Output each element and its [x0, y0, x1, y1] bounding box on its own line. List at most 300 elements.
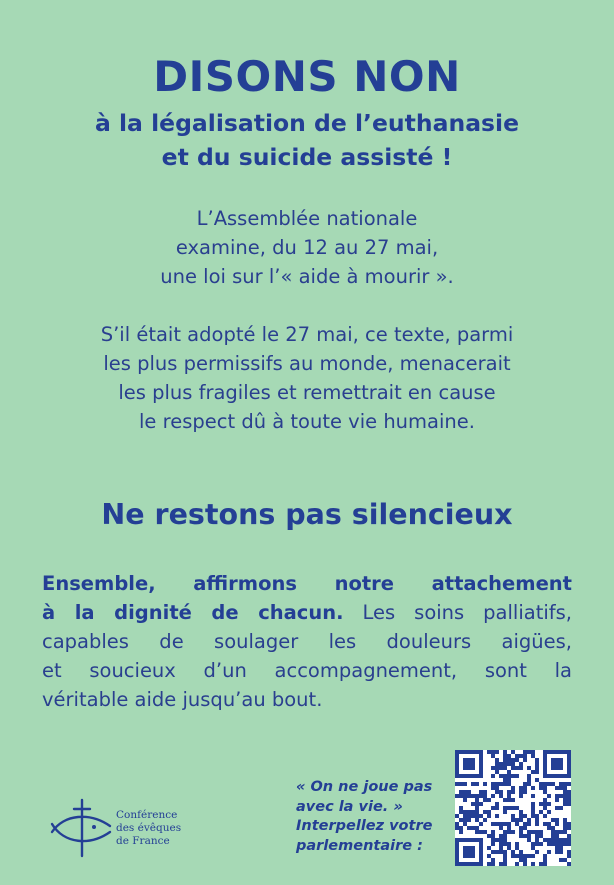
qr-module [567, 774, 571, 778]
qr-module [515, 774, 519, 778]
qr-module [507, 794, 511, 798]
qr-module [551, 758, 555, 762]
qr-module [459, 774, 463, 778]
qr-module [511, 750, 515, 754]
qr-module [507, 790, 511, 794]
qr-module [559, 774, 563, 778]
qr-module [519, 762, 523, 766]
qr-module [555, 846, 559, 850]
qr-module [535, 762, 539, 766]
qr-module [563, 786, 567, 790]
qr-module [479, 774, 483, 778]
text-line: le respect dû à toute vie humaine. [139, 410, 475, 433]
paragraph-warning [30, 320, 584, 436]
bold-text: à la dignité de chacun. [42, 601, 344, 624]
qr-module [567, 770, 571, 774]
qr-module [559, 750, 563, 754]
qr-module [559, 766, 563, 770]
qr-module [555, 798, 559, 802]
qr-module [459, 790, 463, 794]
qr-module [531, 754, 535, 758]
qr-module [547, 842, 551, 846]
qr-module [555, 842, 559, 846]
qr-module [511, 850, 515, 854]
qr-module [555, 750, 559, 754]
qr-module [479, 802, 483, 806]
qr-module [531, 814, 535, 818]
qr-module [523, 782, 527, 786]
qr-module [499, 762, 503, 766]
qr-module [531, 750, 535, 754]
text: Les soins palliatifs, [343, 601, 572, 624]
qr-module [471, 850, 475, 854]
qr-module [459, 782, 463, 786]
qr-module [511, 798, 515, 802]
qr-module [479, 754, 483, 758]
qr-module [471, 774, 475, 778]
paragraph-assembly [0, 204, 614, 291]
qr-module [459, 806, 463, 810]
qr-module [487, 854, 491, 858]
text-line: véritable aide jusqu’au bout. [42, 688, 323, 711]
qr-module [563, 826, 567, 830]
text-line: L’Assemblée nationale [196, 207, 418, 230]
qr-module [519, 766, 523, 770]
qr-module [463, 854, 467, 858]
qr-module [471, 762, 475, 766]
qr-module [475, 806, 479, 810]
qr-module [503, 762, 507, 766]
qr-module [511, 854, 515, 858]
qr-module [563, 858, 567, 862]
qr-module [539, 830, 543, 834]
qr-module [519, 814, 523, 818]
qr-module [543, 754, 547, 758]
qr-module [551, 750, 555, 754]
qr-module [483, 810, 487, 814]
qr-module [463, 766, 467, 770]
qr-module [543, 814, 547, 818]
qr-module [531, 794, 535, 798]
qr-module [523, 750, 527, 754]
qr-module [515, 758, 519, 762]
qr-module [491, 834, 495, 838]
qr-module [499, 782, 503, 786]
qr-module [463, 818, 467, 822]
qr-module [511, 806, 515, 810]
poster-subtitle [0, 106, 614, 174]
qr-module [559, 786, 563, 790]
qr-module [471, 826, 475, 830]
qr-module [515, 842, 519, 846]
qr-module [479, 850, 483, 854]
qr-module [539, 842, 543, 846]
qr-module [455, 854, 459, 858]
qr-module [463, 762, 467, 766]
qr-module [495, 770, 499, 774]
qr-module [467, 790, 471, 794]
qr-module [495, 766, 499, 770]
text-line: et soucieux d’un accompagnement, sont la [42, 659, 572, 682]
qr-module [455, 758, 459, 762]
qr-module [519, 834, 523, 838]
qr-module [455, 766, 459, 770]
qr-module [551, 818, 555, 822]
qr-module [459, 862, 463, 866]
qr-module [547, 774, 551, 778]
qr-module [455, 822, 459, 826]
qr-module [503, 758, 507, 762]
qr-module [487, 750, 491, 754]
qr-module [535, 814, 539, 818]
qr-module [471, 782, 475, 786]
qr-module [527, 838, 531, 842]
qr-module [531, 806, 535, 810]
qr-module [563, 750, 567, 754]
qr-module [491, 782, 495, 786]
qr-module [547, 750, 551, 754]
qr-module [479, 862, 483, 866]
qr-module [543, 822, 547, 826]
qr-module [519, 786, 523, 790]
qr-module [463, 782, 467, 786]
qr-module [455, 762, 459, 766]
qr-module [555, 830, 559, 834]
qr-module [527, 766, 531, 770]
qr-module [455, 794, 459, 798]
qr-module [559, 850, 563, 854]
qr-module [491, 754, 495, 758]
qr-module [519, 790, 523, 794]
qr-module [467, 794, 471, 798]
qr-module [511, 814, 515, 818]
qr-module [459, 794, 463, 798]
qr-module [475, 826, 479, 830]
qr-module [499, 790, 503, 794]
bold-text-line: Ensemble, affirmons notre attachement [42, 572, 572, 595]
qr-module [479, 822, 483, 826]
qr-module [495, 750, 499, 754]
qr-module [543, 774, 547, 778]
qr-module [467, 854, 471, 858]
qr-module [507, 798, 511, 802]
qr-module [567, 762, 571, 766]
qr-module [511, 786, 515, 790]
qr-module [459, 838, 463, 842]
qr-module [523, 822, 527, 826]
qr-module [479, 790, 483, 794]
qr-module [467, 762, 471, 766]
qr-module [547, 794, 551, 798]
qr-module [543, 770, 547, 774]
qr-module [503, 774, 507, 778]
qr-module [503, 806, 507, 810]
qr-module [543, 854, 547, 858]
qr-module [543, 790, 547, 794]
qr-module [499, 834, 503, 838]
qr-module [507, 778, 511, 782]
qr-module [463, 850, 467, 854]
qr-module [503, 822, 507, 826]
qr-module [559, 842, 563, 846]
qr-module [499, 842, 503, 846]
qr-module [503, 834, 507, 838]
text-line: capables de soulager les douleurs aigües, [42, 630, 572, 653]
qr-module [491, 786, 495, 790]
qr-module [567, 798, 571, 802]
qr-module [459, 818, 463, 822]
qr-module [527, 822, 531, 826]
qr-module [555, 850, 559, 854]
qr-module [475, 774, 479, 778]
qr-module [555, 818, 559, 822]
qr-module [555, 838, 559, 842]
qr-module [507, 806, 511, 810]
qr-module [555, 774, 559, 778]
qr-module [551, 762, 555, 766]
qr-module [455, 814, 459, 818]
qr-module [563, 830, 567, 834]
qr-module [535, 766, 539, 770]
qr-module [523, 862, 527, 866]
qr-module [535, 758, 539, 762]
qr-module [487, 814, 491, 818]
qr-module [527, 854, 531, 858]
qr-module [531, 770, 535, 774]
qr-module [543, 838, 547, 842]
qr-module [511, 790, 515, 794]
qr-module [555, 822, 559, 826]
qr-module [551, 826, 555, 830]
qr-module [467, 750, 471, 754]
qr-module [523, 814, 527, 818]
qr-module [551, 766, 555, 770]
qr-module [563, 798, 567, 802]
qr-module [555, 786, 559, 790]
qr-module [503, 830, 507, 834]
qr-module [463, 758, 467, 762]
qr-module [463, 846, 467, 850]
qr-module [499, 774, 503, 778]
qr-module [475, 830, 479, 834]
qr-module [531, 802, 535, 806]
qr-module [531, 786, 535, 790]
qr-module [511, 818, 515, 822]
qr-module [507, 774, 511, 778]
qr-module [475, 818, 479, 822]
qr-module [527, 834, 531, 838]
qr-module [491, 794, 495, 798]
qr-module [475, 862, 479, 866]
qr-module [503, 754, 507, 758]
qr-module [471, 750, 475, 754]
qr-module [475, 798, 479, 802]
qr-module [475, 802, 479, 806]
qr-module [483, 782, 487, 786]
qr-module [551, 782, 555, 786]
quote-line: parlementaire : [296, 837, 423, 854]
qr-module [463, 822, 467, 826]
qr-module [555, 794, 559, 798]
qr-module [535, 850, 539, 854]
qr-module [563, 822, 567, 826]
qr-module [539, 802, 543, 806]
qr-module [467, 818, 471, 822]
qr-module [471, 838, 475, 842]
qr-module [523, 854, 527, 858]
qr-module [567, 750, 571, 754]
qr-module [479, 762, 483, 766]
qr-module [515, 754, 519, 758]
qr-module [487, 810, 491, 814]
qr-module [531, 854, 535, 858]
text-line: les plus permissifs au monde, menacerait [103, 352, 511, 375]
qr-module [475, 794, 479, 798]
qr-module [503, 766, 507, 770]
qr-module [567, 838, 571, 842]
subtitle-line: à la légalisation de l’euthanasie [94, 109, 520, 137]
qr-module [503, 810, 507, 814]
text-line: examine, du 12 au 27 mai, [175, 236, 439, 259]
qr-module [551, 838, 555, 842]
qr-module [455, 858, 459, 862]
text-line: les plus fragiles et remettrait en cause [118, 381, 496, 404]
qr-module [519, 810, 523, 814]
qr-module [519, 858, 523, 862]
text-line: une loi sur l’« aide à mourir ». [160, 265, 454, 288]
text-line [42, 598, 572, 627]
qr-module [467, 846, 471, 850]
qr-module [515, 766, 519, 770]
qr-module [543, 802, 547, 806]
qr-module [519, 850, 523, 854]
qr-module [495, 758, 499, 762]
qr-module [507, 782, 511, 786]
qr-module [467, 810, 471, 814]
qr-module [467, 814, 471, 818]
quote-line: Interpellez votre [296, 818, 433, 834]
qr-module [523, 826, 527, 830]
logo-text [116, 809, 181, 848]
qr-module [483, 798, 487, 802]
qr-module [499, 850, 503, 854]
qr-module [563, 838, 567, 842]
qr-module [459, 750, 463, 754]
qr-module [455, 862, 459, 866]
qr-module [471, 766, 475, 770]
qr-module [503, 854, 507, 858]
qr-module [539, 810, 543, 814]
qr-module [523, 790, 527, 794]
qr-module [455, 750, 459, 754]
qr-module [479, 770, 483, 774]
qr-module [479, 758, 483, 762]
qr-module [479, 846, 483, 850]
qr-module [467, 774, 471, 778]
qr-module [491, 858, 495, 862]
qr-module [511, 762, 515, 766]
qr-module [527, 782, 531, 786]
qr-module [503, 850, 507, 854]
qr-module [471, 814, 475, 818]
qr-module [567, 822, 571, 826]
qr-module [475, 782, 479, 786]
qr-module [515, 846, 519, 850]
qr-module [527, 830, 531, 834]
qr-module [475, 814, 479, 818]
qr-module [559, 758, 563, 762]
qr-module [507, 826, 511, 830]
poster-title: DISONS NON [153, 52, 461, 101]
qr-module [515, 854, 519, 858]
qr-module [455, 826, 459, 830]
qr-module [491, 842, 495, 846]
qr-module [543, 762, 547, 766]
qr-module [455, 770, 459, 774]
qr-module [515, 818, 519, 822]
qr-module [519, 830, 523, 834]
qr-module [515, 822, 519, 826]
qr-module [503, 750, 507, 754]
qr-module [519, 794, 523, 798]
qr-module [455, 842, 459, 846]
qr-module [511, 830, 515, 834]
qr-module [495, 782, 499, 786]
qr-module [491, 862, 495, 866]
qr-module [563, 802, 567, 806]
qr-module [463, 798, 467, 802]
qr-module [535, 838, 539, 842]
qr-module [559, 782, 563, 786]
qr-module [547, 838, 551, 842]
qr-module [567, 766, 571, 770]
qr-module [491, 822, 495, 826]
qr-module [543, 858, 547, 862]
qr-module [555, 834, 559, 838]
qr-module [527, 774, 531, 778]
qr-module [559, 794, 563, 798]
qr-module [567, 862, 571, 866]
qr-code-icon[interactable] [455, 750, 571, 866]
qr-module [495, 850, 499, 854]
qr-module [507, 762, 511, 766]
qr-module [519, 854, 523, 858]
qr-module [483, 790, 487, 794]
qr-module [515, 806, 519, 810]
qr-module [547, 822, 551, 826]
qr-module [499, 794, 503, 798]
qr-module [507, 770, 511, 774]
qr-module [567, 758, 571, 762]
qr-module [519, 826, 523, 830]
qr-module [491, 830, 495, 834]
qr-module [507, 830, 511, 834]
qr-module [487, 798, 491, 802]
qr-module [471, 802, 475, 806]
qr-module [567, 842, 571, 846]
qr-module [527, 778, 531, 782]
qr-module [551, 842, 555, 846]
qr-module [479, 858, 483, 862]
cross-fish-icon [44, 796, 114, 866]
qr-module [479, 794, 483, 798]
qr-module [535, 818, 539, 822]
qr-module [479, 814, 483, 818]
text-line: S’il était adopté le 27 mai, ce texte, parmi [100, 323, 514, 346]
qr-module [539, 862, 543, 866]
qr-module [507, 822, 511, 826]
qr-module [503, 778, 507, 782]
